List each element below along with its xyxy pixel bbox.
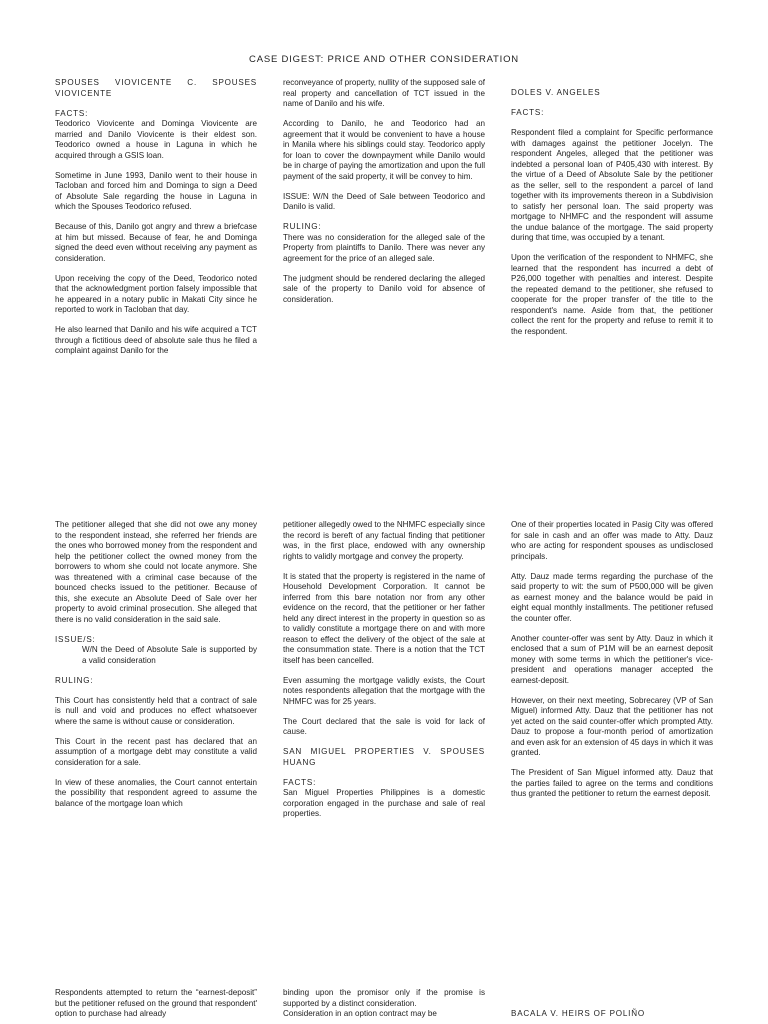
paragraph: reconveyance of property, nullity of the supposed sale of real property and cancellation of TCT issued in the name of Danilo and his wife. — [283, 78, 485, 108]
section2-column1 — [55, 520, 257, 819]
paragraph: Even assuming the mortgage validly exists, the Court notes respondents allegation that the mortgage with the NHMFC was for 25 years. — [283, 675, 485, 706]
paragraph: The petitioner alleged that she did not owe any money to the respondent instead, she referred her friends are the ones who borrowed money from the respondent and help the petitioner collect the owned money from the borrowers to whom she could not locate anymore. She was threatened with a criminal case because of the bounced checks issued to the petitioner. Because of this, she execute an Absolute Deed of Sale over her property to avoid criminal prosecution. She alleged that there is no valid consideration in the said sale. — [55, 520, 257, 624]
paragraph: Because of this, Danilo got angry and threw a briefcase at him but missed. Because of fear, he and Dominga signed the deed even without receiving any payment as consideration. — [55, 222, 257, 263]
paragraph: According to Danilo, he and Teodorico had an agreement that it would be convenient to have a house in Manila where his siblings could stay. Teodorico apply for loan to cover the downpayment while Danilo would be in charge of paying the amortization and upon the full payment of the said property, it will be convey to him. — [283, 119, 485, 181]
paragraph: Respondents attempted to return the “earnest-deposit” but the petitioner refused on the ground that respondent' option to purchase had already — [55, 988, 257, 1018]
paragraph: This Court in the recent past has declared that an assumption of a mortgage debt may constitute a valid consideration for a sale. — [55, 736, 257, 767]
issue-text: ISSUE: W/N the Deed of Sale between Teodorico and Danilo is valid. — [283, 191, 485, 211]
paragraph: Teodorico Viovicente and Dominga Viovicente are married and Danilo Viovicente is their eldest son. Teodorico owned a house in Laguna in which he acquired through a GSIS loan. — [55, 119, 257, 160]
paragraph: In view of these anomalies, the Court cannot entertain the possibility that respondent agreed to assume the balance of the mortgage loan which — [55, 777, 257, 808]
page-title: CASE DIGEST: PRICE AND OTHER CONSIDERATION — [249, 54, 519, 65]
section1-column1 — [55, 78, 257, 366]
paragraph: Respondent filed a complaint for Specific performance with damages against the petitioner Jocelyn. The respondent Angeles, alleged that the petitioner was indebted a personal loan of P405,430 with interest. By the virtue of a Deed of Absolute Sale by the petitioner as the seller, sell to the respondent a parcel of land together with its improvements thereon in a Subdivision to satisfy her personal loan. The said property was mortgage to NHMFC and the respondent will assume the undue balance of the mortgage. The said property during that time, was occupied by a tenant. — [511, 128, 713, 242]
paragraph: Atty. Dauz made terms regarding the purchase of the said property to wit: the sum of P500,000 will be given as earnest money and the balance would be paid in eight equal monthly installments. The petitioner refused the counter offer. — [511, 571, 713, 623]
issue-label: ISSUE/S: — [55, 634, 96, 644]
ruling-label: RULING: — [283, 222, 322, 231]
case-title: DOLES V. ANGELES — [511, 88, 601, 97]
paragraph: One of their properties located in Pasig City was offered for sale in cash and an offer was made to Atty. Dauz who are acting for respondent spouses as undisclosed principals. — [511, 520, 713, 561]
paragraph: petitioner allegedly owed to the NHMFC especially since the record is bereft of any factual finding that petitioner was, in the first place, endowed with any ownership rights to validly mortgage and convey the property. — [283, 520, 485, 561]
paragraph: It is stated that the property is registered in the name of Household Development Corporation. It cannot be inferred from this bare notation nor from any other evidence on the record, that the petitioner or her father held any direct interest in the property in question so as to validly constitute a mortgage there on and with more reason to effect the delivery of the object of the sale at the consummation state. There is a notion that the TCT itself has been cancelled. — [283, 571, 485, 665]
paragraph: The judgment should be rendered declaring the alleged sale of the property to Danilo void for absence of consideration. — [283, 273, 485, 304]
paragraph: There was no consideration for the alleged sale of the Property from plaintiffs to Danilo. There was never any agreement for the price of an alleged sale. — [283, 232, 485, 263]
case-title: SPOUSES VIOVICENTE C. SPOUSES VIOVICENTE — [55, 78, 257, 98]
paragraph: San Miguel Properties Philippines is a domestic corporation engaged in the purchase and sale of real properties. — [283, 788, 485, 818]
issue-text: W/N the Deed of Absolute Sale is supported by a valid consideration — [82, 645, 257, 665]
ruling-label: RULING: — [55, 675, 94, 685]
section2-column2 — [283, 520, 485, 829]
paragraph: binding upon the promisor only if the promise is supported by a distinct consideration. Consideration in an option contract may be — [283, 988, 485, 1018]
section1-column3 — [511, 88, 713, 347]
paragraph: He also learned that Danilo and his wife acquired a TCT through a fictitious deed of absolute sale thus he filed a complaint against Danilo for the — [55, 325, 257, 355]
paragraph: The President of San Miguel informed atty. Dauz that the parties failed to agree on the terms and conditions thus granted the petitioner to return the earnest deposit. — [511, 768, 713, 798]
paragraph: Upon receiving the copy of the Deed, Teodorico noted that the acknowledgment portion falsely impossible that he appeared in a notary public in Makati City since he reported to work in Tacloban that day. — [55, 273, 257, 314]
case-title: BACALA V. HEIRS OF POLIÑO — [511, 1009, 645, 1018]
facts-label: FACTS: — [283, 777, 317, 787]
section3-column3 — [511, 1009, 713, 1020]
section3-column1 — [55, 988, 257, 1024]
paragraph: However, on their next meeting, Sobrecarey (VP of San Miguel) informed Atty. Dauz that the petitioner has not yet acted on the said counter-offer which prompted Atty. Dauz to propose a four-month period of amortization and even ask for an extension of 45 days in which it was granted. — [511, 695, 714, 757]
paragraph: This Court has consistently held that a contract of sale is null and void and produces no effect whatsoever where the same is without cause or consideration. — [55, 695, 257, 726]
case-title: SAN MIGUEL PROPERTIES V. SPOUSES HUANG — [283, 747, 485, 767]
section1-column2 — [283, 78, 485, 315]
paragraph: Another counter-offer was sent by Atty. Dauz in which it enclosed that a sum of P1M will be an earnest deposit money with some terms in which the petitioner's vice-president and operations manager accepted the earnest-deposit. — [511, 633, 713, 685]
facts-label: FACTS: — [55, 108, 89, 118]
paragraph: The Court declared that the sale is void for lack of cause. — [283, 716, 485, 736]
paragraph: Sometime in June 1993, Danilo went to their house in Tacloban and forced him and Dominga to sign a Deed of Absolute Sale regarding the house in Laguna in which the Spouses Teodorico refused. — [55, 170, 257, 211]
paragraph: Upon the verification of the respondent to NHMFC, she learned that the respondent has incurred a debt of P26,000 together with penalties and interest. Despite the repeated demand to the petitioner, she refused to cooperate for the proper transfer of the title to the respondent's name. Aside from that, the petitioner collect the rent for the property and refuse to remit it to the respondent. — [511, 253, 713, 336]
facts-label: FACTS: — [511, 108, 545, 117]
section3-column2 — [283, 988, 485, 1024]
section2-column3 — [511, 520, 713, 809]
